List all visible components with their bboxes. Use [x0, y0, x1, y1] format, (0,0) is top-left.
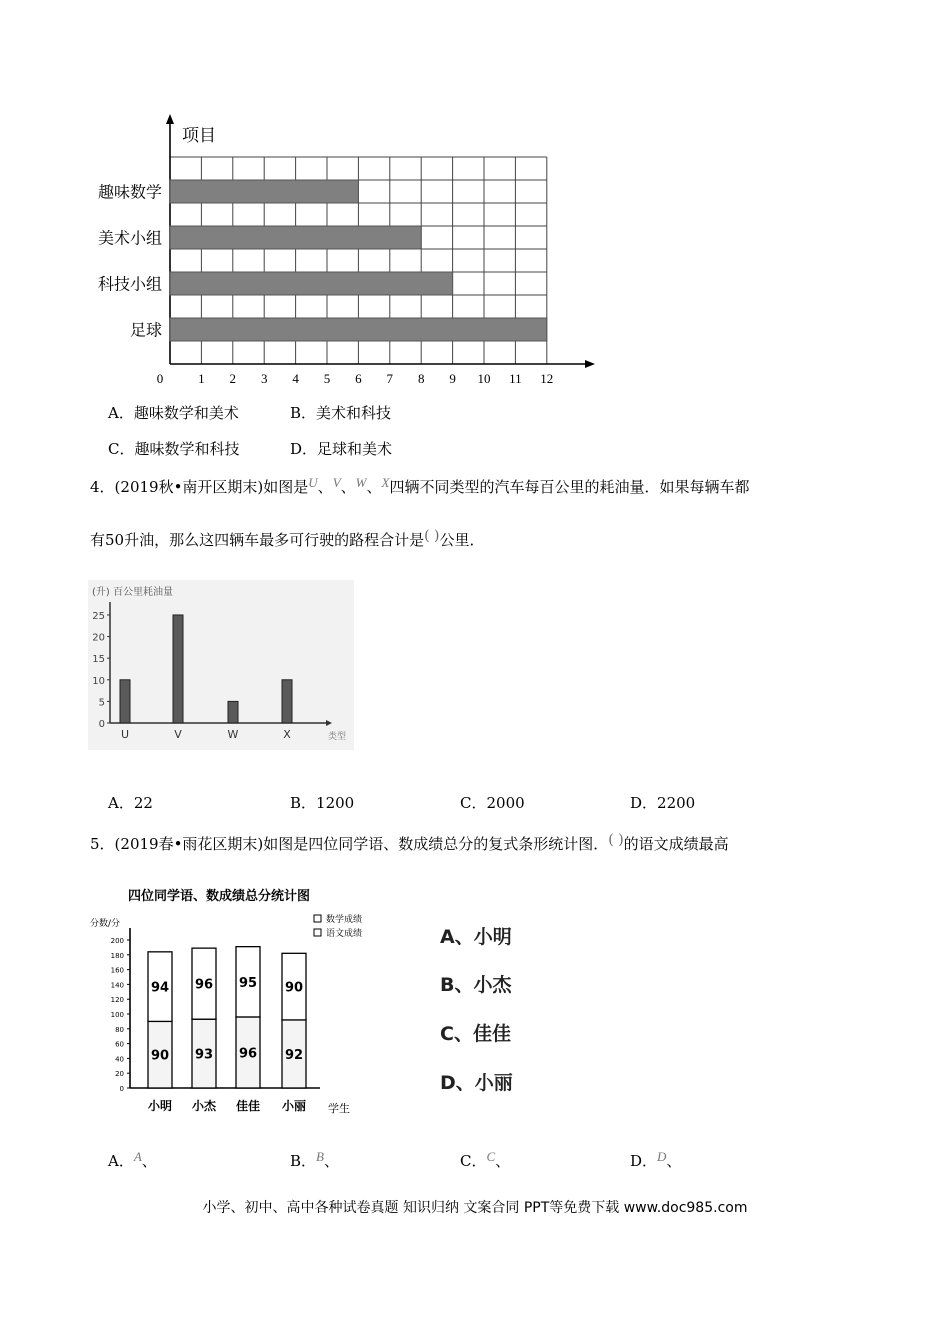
q4-option-a[interactable]: A．22	[108, 794, 153, 812]
q5-value-label-math: 90	[284, 980, 304, 996]
q4-chart-title: (升) 百公里耗油量	[92, 587, 173, 598]
q5-value-label-math: 95	[238, 975, 258, 991]
q5-y-tick-label: 20	[115, 1070, 124, 1079]
q5-y-tick-label: 140	[110, 981, 124, 990]
q3-bar	[170, 272, 453, 295]
q3-category-label: 科技小组	[97, 274, 162, 294]
q5-y-tick-label: 160	[110, 966, 124, 975]
q5-text-b: 的语文成绩最高	[623, 835, 729, 853]
q3-y-axis-title: 项目	[182, 126, 216, 146]
q3-x-tick-label: 8	[417, 371, 425, 386]
q4-var-w: W	[355, 475, 367, 490]
q4-var-v: V	[332, 475, 341, 490]
q5-y-tick-label: 100	[110, 1011, 124, 1019]
q4-prefix: 4．(2019秋•南开区期末)如图是	[90, 478, 309, 496]
q5-category-label: 佳佳	[235, 1099, 261, 1113]
q5-value-label-math: 94	[150, 980, 170, 996]
q5-scan-option-c: C、佳佳	[440, 1023, 511, 1045]
q5-category-label: 小杰	[191, 1099, 217, 1113]
q4-option-d[interactable]: D．2200	[630, 794, 696, 812]
q4-y-tick-label: 5	[98, 697, 105, 709]
q5-y-tick-label: 120	[110, 996, 124, 1005]
q5-legend-label: 数学成绩	[326, 915, 363, 925]
q3-option-a[interactable]: A．趣味数学和美术	[108, 404, 239, 422]
q5-scan-option-d: D、小丽	[440, 1072, 513, 1094]
q5-scan-option-a: A、小明	[440, 926, 512, 948]
q4-bar	[120, 680, 130, 723]
q5-y-axis-title: 分数/分	[90, 919, 121, 929]
q4-sep-1: 、	[317, 478, 333, 496]
q4-question-line2	[90, 528, 484, 550]
q4-option-c[interactable]: C．2000	[460, 794, 525, 812]
q4-line2-a: 有50升油，那么这四辆车最多可行驶的路程合计是	[90, 531, 425, 549]
q4-y-tick-label: 15	[92, 654, 105, 666]
q5-category-label: 小丽	[281, 1099, 307, 1113]
q4-bar	[173, 615, 183, 723]
q4-sep-2: 、	[340, 478, 356, 496]
q3-x-tick-label: 12	[540, 371, 554, 386]
q5-legend-swatch	[314, 929, 321, 936]
q4-y-tick-label: 0	[98, 719, 105, 730]
q4-category-label: V	[174, 728, 182, 741]
q4-category-label: U	[120, 728, 130, 741]
q5-text-a: 5．(2019春•雨花区期末)如图是四位同学语、数成绩总分的复式条形统计图．	[90, 835, 609, 853]
q5-answer-blank: ( )	[608, 832, 624, 848]
q3-x-tick-label: 2	[229, 371, 237, 386]
q5-category-label: 小明	[147, 1099, 173, 1113]
q5-value-label-math: 96	[194, 977, 214, 993]
q5-option-c-sep: 、	[495, 1152, 511, 1170]
q4-var-x: X	[381, 475, 390, 490]
q5-option-d-var: D	[657, 1149, 667, 1164]
q3-x-tick-label: 11	[509, 371, 522, 386]
q3-category-label: 趣味数学	[97, 182, 162, 202]
q5-value-label-chinese: 90	[150, 1048, 170, 1064]
q5-option-a-label: A．	[108, 1152, 134, 1170]
q4-category-label: W	[227, 728, 239, 741]
q5-value-label-chinese: 93	[194, 1047, 214, 1063]
q4-category-label: X	[283, 728, 291, 741]
q5-option-b-sep: 、	[323, 1152, 339, 1170]
q3-category-label: 足球	[129, 320, 162, 340]
q4-answer-blank: ( )	[424, 528, 440, 544]
q3-x-tick-label: 3	[260, 371, 268, 386]
q4-chart-photo	[88, 580, 354, 750]
q5-option-d-label: D．	[630, 1152, 658, 1170]
q4-y-tick-label: 20	[92, 632, 105, 644]
q5-legend-label: 语文成绩	[326, 929, 363, 939]
q4-y-tick-label: 25	[92, 610, 105, 622]
q5-option-b[interactable]	[290, 1149, 339, 1171]
q5-option-c-label: C．	[460, 1152, 487, 1170]
q4-x-axis-title: 类型	[328, 732, 347, 742]
q5-option-c[interactable]	[460, 1149, 510, 1171]
q5-y-tick-label: 80	[115, 1025, 124, 1034]
q5-chart	[88, 880, 388, 1120]
q4-x-axis-arrow	[326, 720, 332, 726]
q5-option-a-sep: 、	[141, 1152, 157, 1170]
q3-x-tick-label: 0	[156, 371, 164, 386]
q5-value-label-chinese: 96	[238, 1046, 258, 1062]
q5-legend-swatch	[314, 915, 321, 922]
page-footer[interactable]: 小学、初中、高中各种试卷真题 知识归纳 文案合同 PPT等免费下载 www.doc985.com	[202, 1200, 748, 1216]
q3-option-b[interactable]: B．美术和科技	[290, 404, 392, 422]
q4-y-tick-label: 10	[92, 675, 105, 687]
q5-option-d-sep: 、	[666, 1152, 682, 1170]
q3-x-axis-arrow	[585, 360, 595, 368]
q5-option-b-label: B．	[290, 1152, 317, 1170]
q5-y-tick-label: 200	[110, 937, 124, 945]
q5-scan-option-b: B、小杰	[440, 974, 512, 996]
q5-option-b-var: B	[316, 1149, 324, 1164]
q4-var-u: U	[308, 475, 318, 490]
q3-category-label: 美术小组	[97, 228, 162, 248]
q4-bar	[228, 701, 238, 723]
q4-bar	[282, 680, 292, 723]
q3-bar	[170, 226, 421, 249]
q4-suffix: 四辆不同类型的汽车每百公里的耗油量．如果每辆车都	[389, 478, 750, 496]
q4-chart	[88, 580, 354, 750]
q5-question	[90, 832, 729, 854]
q5-y-tick-label: 0	[119, 1085, 124, 1093]
q3-option-d[interactable]: D．足球和美术	[290, 440, 393, 458]
q4-sep-3: 、	[366, 478, 382, 496]
q3-y-axis-arrow	[166, 114, 174, 124]
q4-option-b[interactable]: B．1200	[290, 794, 355, 812]
q5-value-label-chinese: 92	[284, 1047, 304, 1063]
q5-chart-title: 四位同学语、数成绩总分统计图	[128, 889, 311, 904]
q5-option-d[interactable]	[630, 1149, 681, 1171]
q4-line2-b: 公里．	[439, 531, 485, 549]
q5-x-axis-title: 学生	[328, 1102, 350, 1115]
q3-x-tick-label: 5	[323, 371, 331, 386]
q5-y-tick-label: 60	[115, 1040, 124, 1049]
q3-bar	[170, 180, 358, 203]
q5-option-c-var: C	[486, 1149, 496, 1164]
q5-y-tick-label: 40	[115, 1055, 124, 1064]
q5-option-a-var: A	[133, 1149, 142, 1164]
q3-x-tick-label: 9	[449, 371, 456, 386]
q3-x-tick-label: 7	[386, 371, 394, 386]
q3-x-tick-label: 1	[198, 371, 205, 386]
q3-x-tick-label: 10	[477, 371, 491, 386]
q3-chart	[80, 110, 610, 395]
q3-x-tick-label: 6	[355, 371, 362, 386]
q5-y-tick-label: 180	[110, 951, 124, 960]
q3-option-c[interactable]: C．趣味数学和科技	[108, 440, 240, 458]
q5-option-a[interactable]	[108, 1149, 157, 1171]
q3-bar	[170, 318, 547, 341]
q3-x-tick-label: 4	[292, 371, 299, 386]
q4-question-line1	[90, 475, 749, 497]
